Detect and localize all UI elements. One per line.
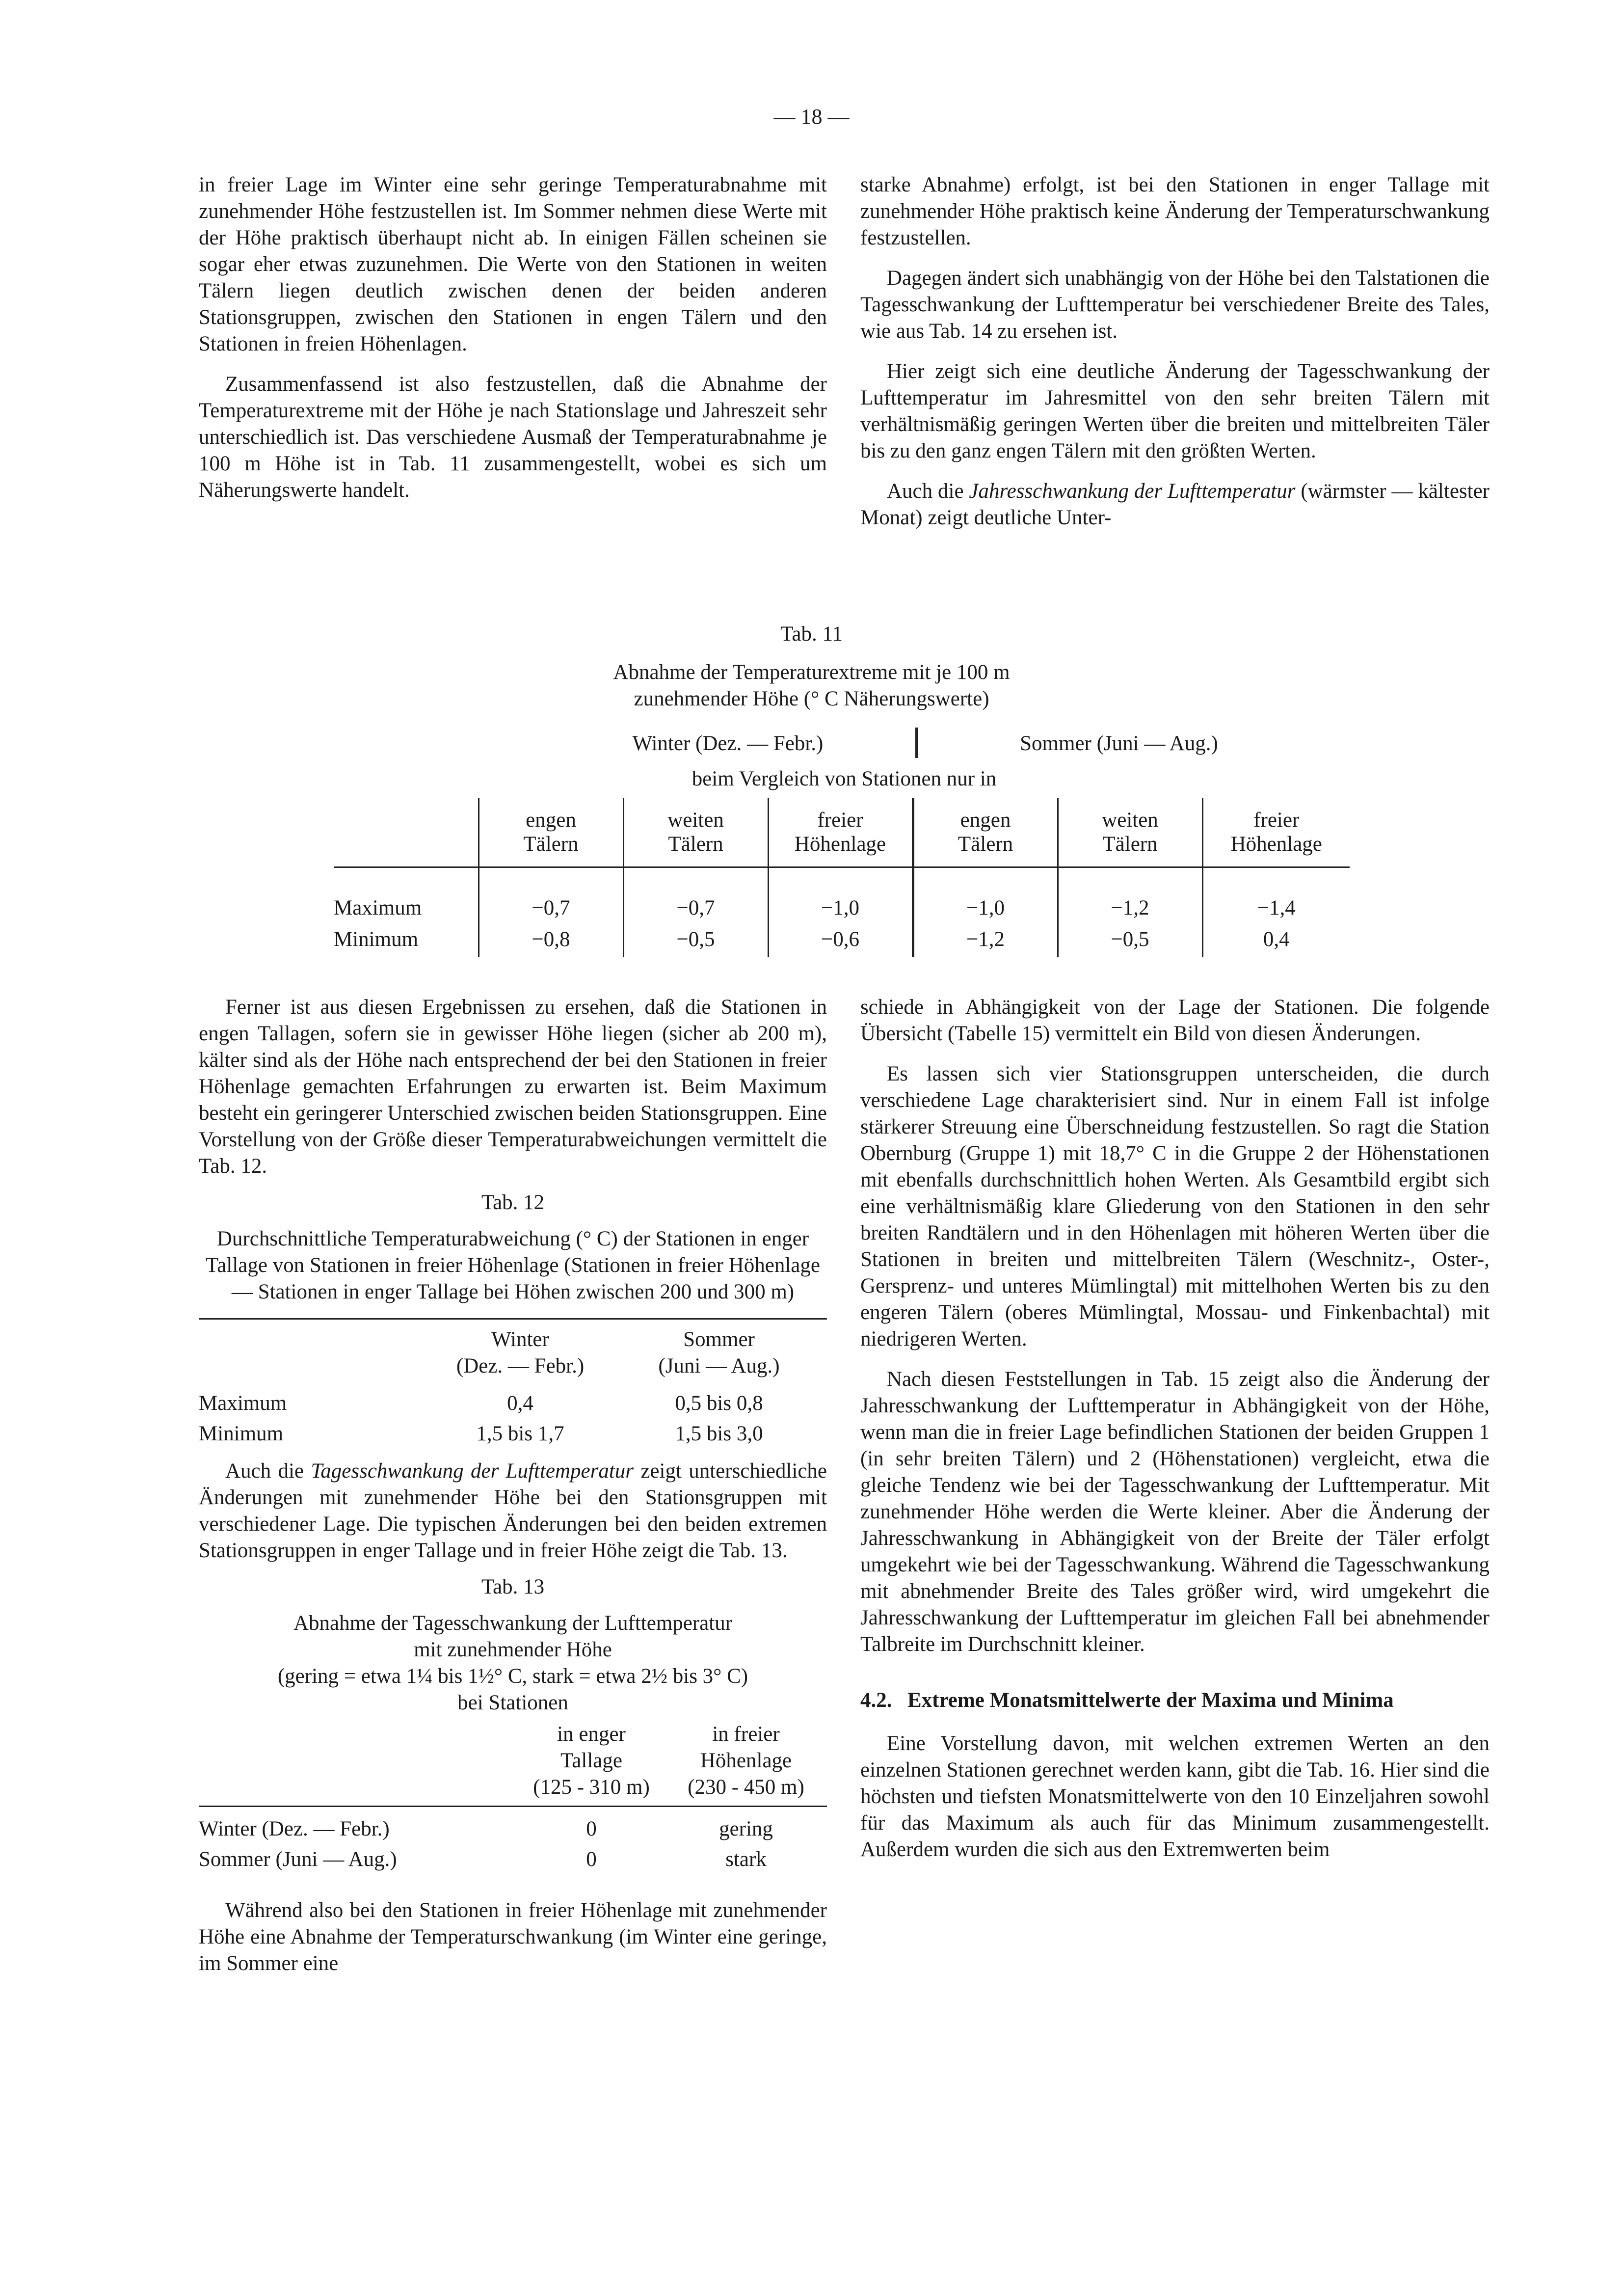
- section-heading: 4.2. Extreme Monatsmittelwerte der Maxima und Minima: [860, 1689, 1394, 1712]
- tab11-header: freier Höhenlage: [768, 798, 913, 867]
- paragraph: Während also bei den Stationen in freier Höhenlage mit zunehmender Höhe eine Abnahme der Temperaturschwankung (im Winter eine geringe, im Sommer eine: [199, 1899, 827, 1975]
- tab13-title: Abnahme der Tagesschwankung der Lufttemperatur mit zunehmender Höhe (gering = etwa 1¼ bis 1½° C, stark = etwa 2½ bis 3° C) bei Stationen: [277, 1612, 748, 1714]
- tab13-label: Tab. 13: [481, 1575, 545, 1598]
- page-number: — 18 —: [773, 105, 850, 129]
- tab13-table: [199, 1721, 827, 1875]
- tab11-compare: beim Vergleich von Stationen nur in: [692, 767, 997, 790]
- paragraph: Hier zeigt sich eine deutliche Änderung der Tagesschwankung der Lufttemperatur im Jahresmittel von den sehr breiten Tälern mit verhältnismäßig geringen Werten über die breiten und mittelbreiten Täler bis zu den ganz engen Tälern mit den größten Werten.: [860, 360, 1490, 462]
- lower-left-column: [199, 994, 827, 1991]
- tab11-divider: [915, 728, 918, 758]
- paragraph: Dagegen ändert sich unabhängig von der Höhe bei den Talstationen die Tagesschwankung der Lufttemperatur bei verschiedener Breite des Tales, wie aus Tab. 14 zu ersehen ist.: [860, 267, 1490, 343]
- tab11-header: engen Tälern: [479, 798, 623, 867]
- paragraph: Auch die Jahresschwankung der Lufttemperatur (wärmster — kältester Monat) zeigt deutliche Unter-: [860, 480, 1490, 529]
- tab12-label: Tab. 12: [481, 1191, 545, 1214]
- tab12-col-header: Sommer (Juni — Aug.): [658, 1328, 780, 1378]
- tab12-caption: Durchschnittliche Temperaturabweichung (° C) der Stationen in enger Tallage von Stationen in freier Höhenlage (Stationen in freier Höhenlage — Stationen in enger Tallage bei Höhen zwischen 200 und 300 m): [206, 1227, 820, 1303]
- paragraph: in freier Lage im Winter eine sehr geringe Temperaturabnahme mit zunehmender Höhe festzustellen ist. Im Sommer nehmen diese Werte mit der Höhe praktisch überhaupt nicht ab. In einigen Fällen scheinen sie sogar eher etwas zuzunehmen. Die Werte von den Stationen in weiten Tälern liegen deutlich zwischen denen der beiden anderen Stationsgruppen, zwischen den Stationen in engen Tälern und den Stationen in freien Höhenlagen.: [199, 173, 827, 355]
- top-left-column: [199, 172, 827, 517]
- table-row: Winter (Dez. — Febr.) 0 gering: [199, 1817, 773, 1840]
- paragraph: Es lassen sich vier Stationsgruppen unterscheiden, die durch verschiedene Lage charakterisiert sind. Nur in einem Fall ist infolge stärkerer Streuung eine Überschneidung festzustellen. So ragt die Station Obernburg (Gruppe 1) mit 18,7° C in die Gruppe 2 der Höhenstationen mit ebenfalls durchschnittlich hohen Werten. Als Gesamtbild ergibt sich eine verhältnismäßig klare Gliederung von den Stationen in den sehr breiten Randtälern und in den Höhenlagen mit höheren Werten über die Stationen in breiten und mittelbreiten Tälern (Weschnitz-, Oster-, Gersprenz- und unteres Mümlingtal) mit mittelhohen Werten bis zu den engeren Tälern (oberes Mümlingtal, Mossau- und Finkenbachtal) mit niedrigeren Werten.: [860, 1062, 1490, 1351]
- table-row: Maximum 0,4 0,5 bis 0,8: [199, 1392, 763, 1415]
- lower-right-column: [860, 994, 1490, 1877]
- tab11-summer: Sommer (Juni — Aug.): [1020, 732, 1218, 755]
- paragraph: Eine Vorstellung davon, mit welchen extremen Werten an den einzelnen Stationen gerechnet werden kann, gibt die Tab. 16. Hier sind die höchsten und tiefsten Monatsmittelwerte von den 10 Einzeljahren sowohl für das Maximum als auch für das Minimum zusammengestellt. Außerdem wurden die sich aus den Extremwerten beim: [860, 1732, 1490, 1861]
- tab11-header: weiten Tälern: [1058, 798, 1202, 867]
- tab13-col-header: in enger Tallage (125 - 310 m): [518, 1721, 665, 1807]
- tab12-col-header: Winter (Dez. — Febr.): [456, 1328, 585, 1378]
- table-row: Minimum 1,5 bis 1,7 1,5 bis 3,0: [199, 1422, 763, 1445]
- tab11-winter: Winter (Dez. — Febr.): [632, 732, 824, 755]
- tab11-header: engen Tälern: [913, 798, 1058, 867]
- table-row: Sommer (Juni — Aug.) 0 stark: [199, 1848, 767, 1871]
- tab13-col-header: in freier Höhenlage (230 - 450 m): [665, 1721, 827, 1807]
- paragraph: starke Abnahme) erfolgt, ist bei den Stationen in enger Tallage mit zunehmender Höhe praktisch keine Änderung der Temperaturschwankung festzustellen.: [860, 173, 1490, 249]
- paragraph: Zusammenfassend ist also festzustellen, daß die Abnahme der Temperaturextreme mit der Höhe je nach Stationslage und Jahreszeit sehr unterschiedlich ist. Das verschiedene Ausmaß der Temperaturabnahme je 100 m Höhe ist in Tab. 11 zusammengestellt, wobei es sich um Näherungswerte handelt.: [199, 373, 827, 502]
- tab11-label: Tab. 11: [780, 622, 843, 646]
- top-right-column: [860, 172, 1490, 531]
- paragraph: Ferner ist aus diesen Ergebnissen zu ersehen, daß die Stationen in engen Tallagen, sofern sie in gewisser Höhe liegen (sicher ab 200 m), kälter sind als der Höhe nach entsprechend der bei den Stationen in freier Höhenlage gemachten Erfahrungen zu erwarten ist. Beim Maximum besteht ein geringerer Unterschied zwischen beiden Stationsgruppen. Eine Vorstellung von der Größe dieser Temperaturabweichungen vermittelt die Tab. 12.: [199, 996, 827, 1178]
- table-row: Minimum −0,8 −0,5 −0,6 −1,2 −0,5 0,4: [334, 921, 1350, 957]
- tab11-header: freier Höhenlage: [1202, 798, 1350, 867]
- paragraph: Nach diesen Feststellungen in Tab. 15 zeigt also die Änderung der Jahresschwankung der Lufttemperatur in Abhängigkeit von der Höhe, wenn man die in freier Lage befindlichen Stationen der beiden Gruppen 1 (in sehr breiten Tälern) und 2 (Höhenstationen) vergleicht, etwa die gleiche Tendenz wie bei der Tagesschwankung der Lufttemperatur. Mit zunehmender Höhe werden die Werte kleiner. Aber die Änderung der Jahresschwankung in Abhängigkeit von der Breite der Täler erfolgt umgekehrt wie bei der Tagesschwankung. Während die Tagesschwankung mit abnehmender Breite des Tales größer wird, wird umgekehrt die Jahresschwankung der Lufttemperatur im gleichen Fall bei abnehmender Talbreite im Durchschnitt kleiner.: [860, 1368, 1490, 1656]
- paragraph: schiede in Abhängigkeit von der Lage der Stationen. Die folgende Übersicht (Tabelle 15) vermittelt ein Bild von diesen Änderungen.: [860, 996, 1490, 1045]
- table-row: Maximum −0,7 −0,7 −1,0 −1,0 −1,2 −1,4: [334, 894, 1350, 921]
- tab11-header: weiten Tälern: [623, 798, 768, 867]
- paragraph: Auch die Tagesschwankung der Lufttemperatur zeigt unterschiedliche Änderungen mit zunehmender Höhe bei den Stationsgruppen mit verschiedener Lage. Die typischen Änderungen bei den beiden extremen Stationsgruppen in enger Tallage und in freier Höhe zeigt die Tab. 13.: [199, 1459, 827, 1562]
- tab12-table: [199, 1318, 827, 1449]
- tab11-title: Abnahme der Temperaturextreme mit je 100 m zunehmender Höhe (° C Näherungswerte): [613, 661, 1010, 710]
- tab11-table: [334, 798, 1350, 957]
